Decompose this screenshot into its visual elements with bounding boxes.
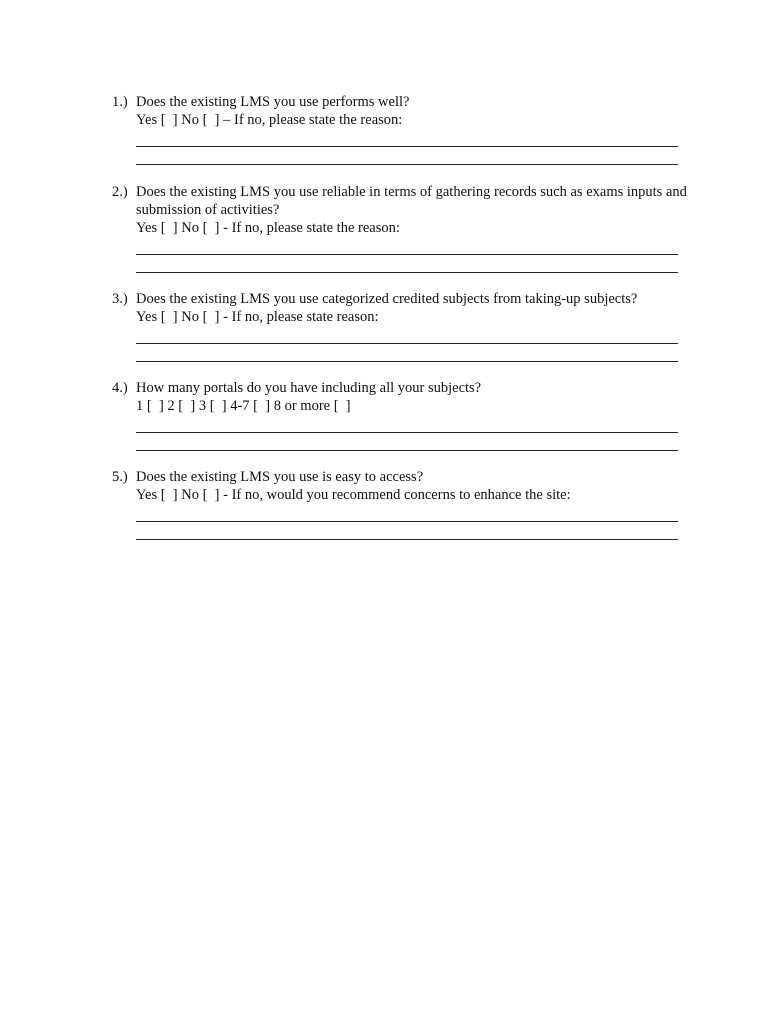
answer-line-1[interactable] — [136, 504, 678, 522]
answer-line-2[interactable] — [136, 255, 678, 273]
question-2 — [112, 183, 692, 273]
question-text: Does the existing LMS you use performs well? — [136, 94, 410, 110]
question-4 — [112, 379, 692, 451]
answer-line-1[interactable] — [136, 415, 678, 433]
question-1 — [112, 93, 692, 165]
answer-options: Yes [ ] No [ ] – If no, please state the reason: — [136, 112, 403, 128]
answer-line-1[interactable] — [136, 237, 678, 255]
answer-line-2[interactable] — [136, 522, 678, 540]
answer-line-1[interactable] — [136, 326, 678, 344]
question-number: 5.) — [112, 469, 128, 485]
question-text: Does the existing LMS you use is easy to access? — [136, 469, 424, 485]
answer-options: 1 [ ] 2 [ ] 3 [ ] 4-7 [ ] 8 or more [ ] — [136, 398, 351, 414]
answer-line-2[interactable] — [136, 433, 678, 451]
question-number: 3.) — [112, 291, 128, 307]
question-text: How many portals do you have including all your subjects? — [136, 380, 482, 396]
answer-line-1[interactable] — [136, 129, 678, 147]
answer-options: Yes [ ] No [ ] - If no, would you recommend concerns to enhance the site: — [136, 487, 571, 503]
question-number: 1.) — [112, 94, 128, 110]
answer-line-2[interactable] — [136, 147, 678, 165]
question-5 — [112, 468, 692, 540]
question-text: Does the existing LMS you use categorized credited subjects from taking-up subjects? — [136, 291, 638, 307]
question-number: 4.) — [112, 380, 128, 396]
question-text: Does the existing LMS you use reliable in terms of gathering records such as exams inputs and submission of activities? — [136, 184, 687, 218]
answer-line-2[interactable] — [136, 344, 678, 362]
question-number: 2.) — [112, 184, 128, 200]
question-3 — [112, 290, 692, 362]
answer-options: Yes [ ] No [ ] - If no, please state reason: — [136, 309, 379, 325]
answer-options: Yes [ ] No [ ] - If no, please state the reason: — [136, 220, 400, 236]
